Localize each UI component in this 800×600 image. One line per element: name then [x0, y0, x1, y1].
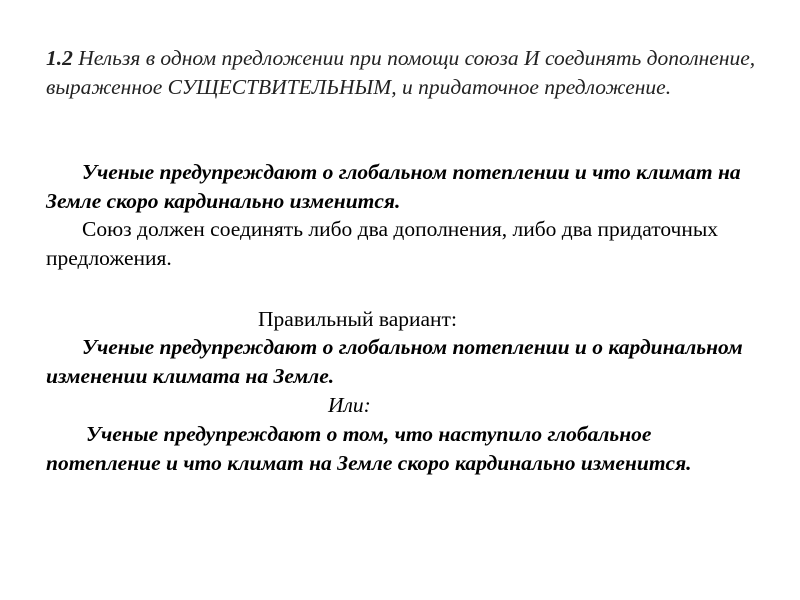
- correct-example-2: Ученые предупреждают о том, что наступило глобальное потепление и что климат на Земле скоро кардинально изменится.: [46, 422, 692, 475]
- rule-number: 1.2: [46, 46, 73, 70]
- correct-example-1: Ученые предупреждают о глобальном потеплении и о кардинальном изменении климата на Земле.: [46, 335, 743, 388]
- incorrect-example: Ученые предупреждают о глобальном потеплении и что климат на Земле скоро кардинально изменится.: [46, 160, 741, 213]
- explanation-text: Союз должен соединять либо два дополнения, либо два придаточных предложения.: [46, 217, 719, 270]
- rule-statement: [46, 44, 766, 102]
- correct-variant-label: Правильный вариант:: [258, 307, 457, 331]
- or-label: Или:: [328, 393, 371, 417]
- rule-text: Нельзя в одном предложении при помощи союза И соединять дополнение, выраженное СУЩЕСТВИТЕЛЬНЫМ, и придаточное предложение.: [46, 46, 756, 99]
